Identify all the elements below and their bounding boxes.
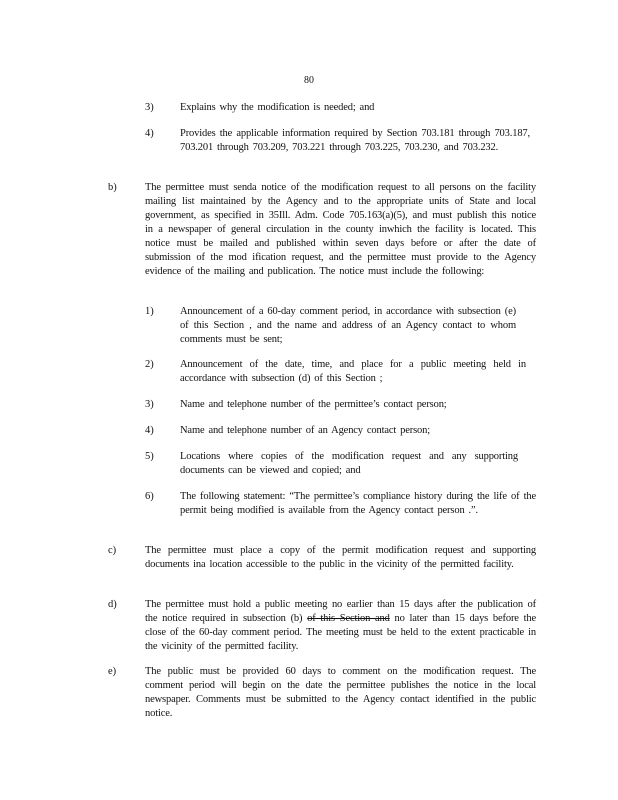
b-item-6-label: 6) [145,491,154,502]
b-item-2-text: Announcement of the date, time, and place for a public meeting held in accordance with subsection (d) of this Section ; [180,359,526,384]
section-d-text [145,598,536,654]
b-item-2-label: 2) [145,359,154,370]
section-c-text: The permittee must place a copy of the permit modification request and supporting documents ina location accessible to the public in the vicinity of the permitted facility. [145,545,536,570]
section-d-struck-text: of this Section and [307,613,390,624]
b-item-6-text: The following statement: “The permittee’s compliance history during the life of the permit being modified is available from the Agency contact person .”. [180,491,536,516]
section-e-label: e) [108,666,117,677]
section-d-label: d) [108,599,117,610]
item-3-label: 3) [145,102,154,113]
section-d-text-before: The permittee must hold a public meeting no earlier than 15 days after the publication of the notice required in subsection (b) [145,599,536,624]
b-item-4-text: Name and telephone number of an Agency contact person; [180,425,430,436]
b-item-3-text: Name and telephone number of the permittee’s contact person; [180,399,447,410]
item-4-label: 4) [145,128,154,139]
section-e-text: The public must be provided 60 days to comment on the modification request. The comment period will begin on the date the permittee publishes the notice in the local newspaper. Comments must be submitted to the Agency contact identified in the public notice. [145,666,536,719]
section-b-text: The permittee must senda notice of the modification request to all persons on the facility mailing list maintained by the Agency and to the appropriate units of State and local government, as specified in 35Ill. Adm. Code 705.163(a)(5), and must publish this notice in a newspaper of general circulation in the county inwhich the facility is located. This notice must be mailed and published within seven days before or after the date of submission of the mod ification request, and the permittee must provide to the Agency evidence of the mailing and publication. The notice must include the following: [145,182,536,277]
b-item-4-label: 4) [145,425,154,436]
item-3-text: Explains why the modification is needed; and [180,102,375,113]
section-b-label: b) [108,182,117,193]
b-item-3-label: 3) [145,399,154,410]
b-item-1-text: Announcement of a 60-day comment period, in accordance with subsection (e) of this Section , and the name and address of an Agency contact to whom comments must be sent; [180,306,516,345]
section-c-label: c) [108,545,117,556]
b-item-1-label: 1) [145,306,154,317]
b-item-5-label: 5) [145,451,154,462]
item-4-text: Provides the applicable information required by Section 703.181 through 703.187, 703.201 through 703.209, 703.221 through 703.225, 703.230, and 703.232. [180,128,530,153]
page-number: 80 [304,74,314,86]
b-item-5-text: Locations where copies of the modification request and any supporting documents can be viewed and copied; and [180,451,518,476]
section-d-text-after: no later than 15 days before the close of the 60-day comment period. The meeting must be held to the extent practicable in the vicinity of the permitted facility. [145,613,536,652]
